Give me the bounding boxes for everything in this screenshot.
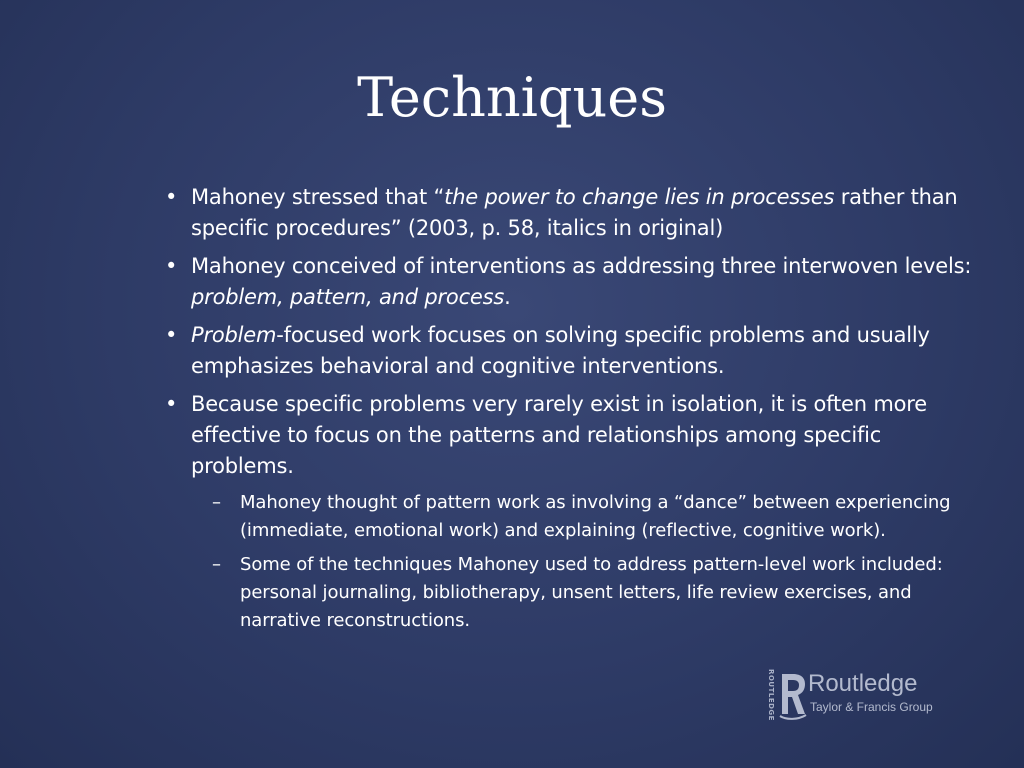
routledge-logo [766, 668, 956, 722]
bullet-marker: • [165, 254, 178, 278]
dash-marker: – [212, 492, 221, 513]
bullet-item [160, 182, 980, 244]
routledge-r-icon [778, 668, 808, 722]
bullet-emphasis: Problem [191, 323, 277, 347]
sub-bullet-text: Some of the techniques Mahoney used to address pattern-level work included: personal journaling, bibliotherapy, unsent letters, life review exercises, and narrative reconstructions. [240, 554, 943, 631]
sub-bullet-item [212, 489, 980, 545]
bullet-item [160, 320, 980, 382]
sub-bullet-list [212, 489, 980, 635]
bullet-text: -focused work focuses on solving specific problems and usually emphasizes behavioral and cognitive interventions. [191, 323, 930, 378]
bullet-text: Because specific problems very rarely exist in isolation, it is often more effective to focus on the patterns and relationships among specific problems. [191, 392, 927, 478]
logo-vertical-text: ROUTLEDGE [767, 669, 775, 721]
bullet-marker: • [165, 185, 178, 209]
logo-name: Routledge [808, 670, 918, 697]
bullet-list [160, 182, 980, 641]
dash-marker: – [212, 554, 221, 575]
bullet-text: . [504, 285, 511, 309]
logo-subtitle: Taylor & Francis Group [810, 700, 933, 714]
bullet-text: Mahoney conceived of interventions as addressing three interwoven levels: [191, 254, 972, 278]
slide-title: Techniques [357, 66, 667, 129]
sub-bullet-text: Mahoney thought of pattern work as involving a “dance” between experiencing (immediate, emotional work) and explaining (reflective, cognitive work). [240, 492, 951, 541]
bullet-text: Mahoney stressed that “ [191, 185, 445, 209]
bullet-quote: the power to change lies in processes [444, 185, 835, 209]
bullet-text: rather than specific procedures” (2003, p. 58, italics in original) [191, 185, 958, 240]
bullet-item [160, 251, 980, 313]
sub-bullet-item [212, 551, 980, 635]
bullet-emphasis: problem, pattern, and process [191, 285, 505, 309]
bullet-marker: • [165, 392, 178, 416]
bullet-item [160, 389, 980, 482]
bullet-marker: • [165, 323, 178, 347]
